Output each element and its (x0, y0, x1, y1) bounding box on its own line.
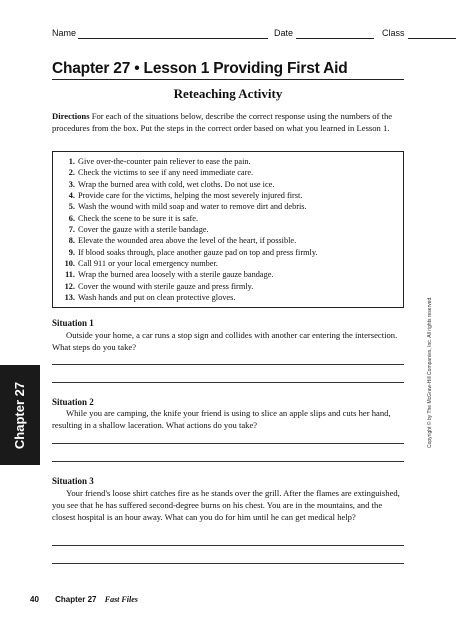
procedure-item (63, 167, 403, 178)
procedure-item (63, 235, 403, 246)
situation-3-prompt: Your friend's loose shirt catches fire as he stands over the grill. After the flames are extinguished, you see that he has suffered second-degree burns on his chest. You are in the mountains, and the closest hospital is an hour away. What can you do for him until he can get medical help? (52, 488, 400, 522)
procedure-item (63, 156, 403, 167)
procedure-number: 10. (64, 259, 75, 269)
procedure-number: 5. (68, 202, 75, 212)
procedure-item (63, 201, 403, 212)
procedure-number: 4. (68, 191, 75, 201)
situation-2-prompt: While you are camping, the knife your friend is using to slice an apple slips and cuts her hand, resulting in a shallow laceration. What actions do you take? (52, 408, 391, 430)
situation-2-answer-line-1[interactable] (52, 443, 404, 444)
footer-chapter: Chapter 27 (55, 595, 97, 604)
date-field[interactable] (296, 38, 374, 39)
student-info-header (52, 28, 404, 42)
name-label: Name (52, 28, 77, 38)
procedures-box (52, 151, 404, 308)
directions-text: For each of the situations below, describe the correct response using the numbers of the procedures from the box. Put the steps in the correct order based on what you learned in Lesson 1. (52, 111, 393, 133)
activity-title: Reteaching Activity (173, 86, 283, 101)
procedure-number: 13. (64, 293, 75, 303)
situation-3-answer-line-1[interactable] (52, 545, 404, 546)
procedure-text: Cover the gauze with a sterile bandage. (78, 225, 209, 235)
procedure-number: 11. (65, 270, 75, 280)
situation-1-answer-line-1[interactable] (52, 364, 404, 365)
procedure-text: Check the scene to be sure it is safe. (78, 213, 199, 223)
procedure-item (63, 281, 403, 292)
name-field[interactable] (78, 38, 268, 39)
situation-2-title: Situation 2 (52, 397, 94, 407)
procedure-item (63, 224, 403, 235)
procedure-number: 7. (68, 225, 75, 235)
page-footer (30, 595, 138, 604)
procedure-text: Check the victims to see if any need immediate care. (78, 168, 254, 178)
procedure-item (63, 247, 403, 258)
procedure-number: 6. (68, 213, 75, 223)
situation-3-title: Situation 3 (52, 476, 94, 486)
directions (52, 111, 404, 135)
procedure-text: Cover the wound with sterile gauze and press firmly. (78, 281, 254, 291)
chapter-title: Chapter 27 • Lesson 1 Providing First Aid (52, 60, 348, 77)
procedure-text: Call 911 or your local emergency number. (78, 259, 218, 269)
situation-1-answer-line-2[interactable] (52, 382, 404, 383)
procedure-item (63, 292, 403, 303)
procedure-number: 3. (68, 179, 75, 189)
situation-1-prompt: Outside your home, a car runs a stop sign and collides with another car entering the intersection. What steps do you take? (52, 330, 398, 352)
copyright-text: Copyright © by The McGraw-Hill Companies, Inc. All rights reserved. (427, 296, 433, 448)
class-label: Class (382, 28, 405, 38)
procedure-item (63, 258, 403, 269)
procedure-item (63, 179, 403, 190)
chapter-side-tab (0, 365, 40, 465)
situation-2-answer-line-2[interactable] (52, 461, 404, 462)
date-label: Date (274, 28, 294, 38)
class-field[interactable] (408, 38, 456, 39)
procedure-number: 1. (68, 157, 75, 166)
procedure-text: Wrap the burned area loosely with a sterile gauze bandage. (78, 270, 274, 280)
page-number: 40 (30, 595, 39, 604)
side-tab-label: Chapter 27 (12, 381, 28, 449)
situation-1-title: Situation 1 (52, 318, 94, 328)
procedure-text: Give over-the-counter pain reliever to ease the pain. (78, 157, 251, 166)
footer-book: Fast Files (104, 595, 138, 604)
procedures-list (53, 152, 403, 303)
procedure-number: 12. (64, 281, 75, 291)
title-rule (52, 79, 404, 80)
procedure-text: Provide care for the victims, helping the most severely injured first. (78, 191, 303, 201)
situation-3-answer-line-2[interactable] (52, 563, 404, 564)
procedure-text: If blood soaks through, place another gauze pad on top and press firmly. (78, 247, 318, 257)
procedure-item (63, 213, 403, 224)
procedure-text: Elevate the wounded area above the level of the heart, if possible. (78, 236, 297, 246)
procedure-text: Wash hands and put on clean protective gloves. (78, 293, 236, 303)
procedure-number: 2. (68, 168, 75, 178)
procedure-item (63, 190, 403, 201)
procedure-text: Wrap the burned area with cold, wet cloths. Do not use ice. (78, 179, 275, 189)
procedure-number: 9. (68, 247, 75, 257)
procedure-number: 8. (68, 236, 75, 246)
procedure-item (63, 269, 403, 280)
directions-label: Directions (52, 111, 90, 121)
procedure-text: Wash the wound with mild soap and water to remove dirt and debris. (78, 202, 307, 212)
